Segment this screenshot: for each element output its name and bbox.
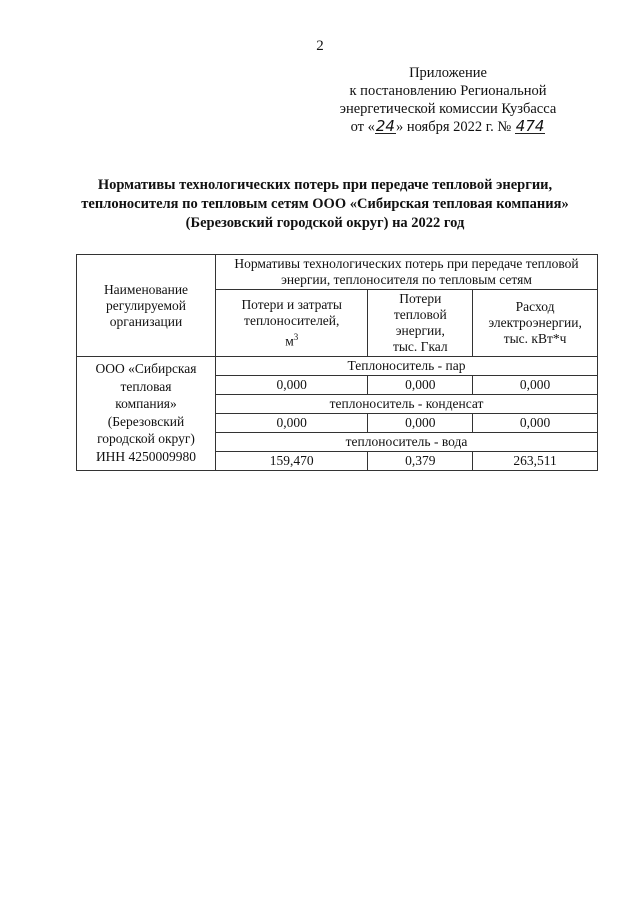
document-title	[60, 176, 590, 233]
section-label: теплоноситель - вода	[216, 433, 598, 452]
heat-column-header	[368, 290, 473, 357]
org-line: компания»	[115, 396, 177, 411]
date-prefix: от «	[350, 119, 375, 135]
appendix-title: Приложение	[409, 65, 487, 81]
title-line: (Березовский городской округ) на 2022 год	[185, 215, 465, 231]
heat-unit: тыс. Гкал	[392, 339, 448, 354]
org-column-header: Наименование регулируемой организации	[77, 255, 216, 357]
org-line: (Березовский	[107, 413, 185, 429]
power-header-text: Расход электроэнергии,	[488, 299, 582, 330]
losses-unit: м	[285, 333, 294, 349]
value-cell: 0,000	[368, 414, 473, 433]
doc-number-handwritten: 474	[515, 117, 545, 135]
section-row-steam	[77, 357, 598, 376]
value-cell: 0,000	[473, 414, 598, 433]
norms-table	[76, 254, 598, 471]
value-cell: 0,379	[368, 452, 473, 471]
section-label: теплоноситель - конденсат	[216, 395, 598, 414]
losses-header-text: Потери и затраты теплоносителей,	[241, 296, 343, 328]
value-cell: 0,000	[368, 376, 473, 395]
value-cell: 0,000	[216, 414, 368, 433]
section-label: Теплоноситель - пар	[216, 357, 598, 376]
group-column-header: Нормативы технологических потерь при передаче тепловой энергии, теплоносителя по тепловым сетям	[216, 255, 598, 290]
power-unit: тыс. кВт*ч	[503, 331, 567, 346]
value-cell: 0,000	[473, 376, 598, 395]
title-line: Нормативы технологических потерь при передаче тепловой энергии,	[97, 177, 553, 193]
appendix-line: энергетической комиссии Кузбасса	[339, 101, 557, 117]
losses-column-header	[216, 290, 368, 357]
org-line: тепловая	[120, 378, 172, 394]
heat-header-text: Потери тепловой энергии,	[393, 291, 447, 338]
org-line: городской округ)	[97, 431, 195, 446]
date-day-handwritten: 24	[375, 117, 395, 135]
losses-unit-sup: 3	[293, 331, 299, 342]
appendix-line: к постановлению Региональной	[349, 83, 547, 99]
org-line: ООО «Сибирская	[95, 361, 197, 376]
value-cell: 263,511	[473, 452, 598, 471]
organization-cell	[77, 357, 216, 471]
value-cell: 0,000	[216, 376, 368, 395]
table-header-row	[77, 255, 598, 290]
value-cell: 159,470	[216, 452, 368, 471]
date-mid: » ноября 2022 г. №	[395, 119, 512, 135]
page-number: 2	[316, 38, 324, 54]
org-inn: ИНН 4250009980	[95, 448, 197, 464]
appendix-header	[318, 64, 578, 136]
appendix-date-line	[318, 118, 578, 136]
power-column-header	[473, 290, 598, 357]
title-line: теплоносителя по тепловым сетям ООО «Сибирская тепловая компания»	[81, 196, 569, 212]
